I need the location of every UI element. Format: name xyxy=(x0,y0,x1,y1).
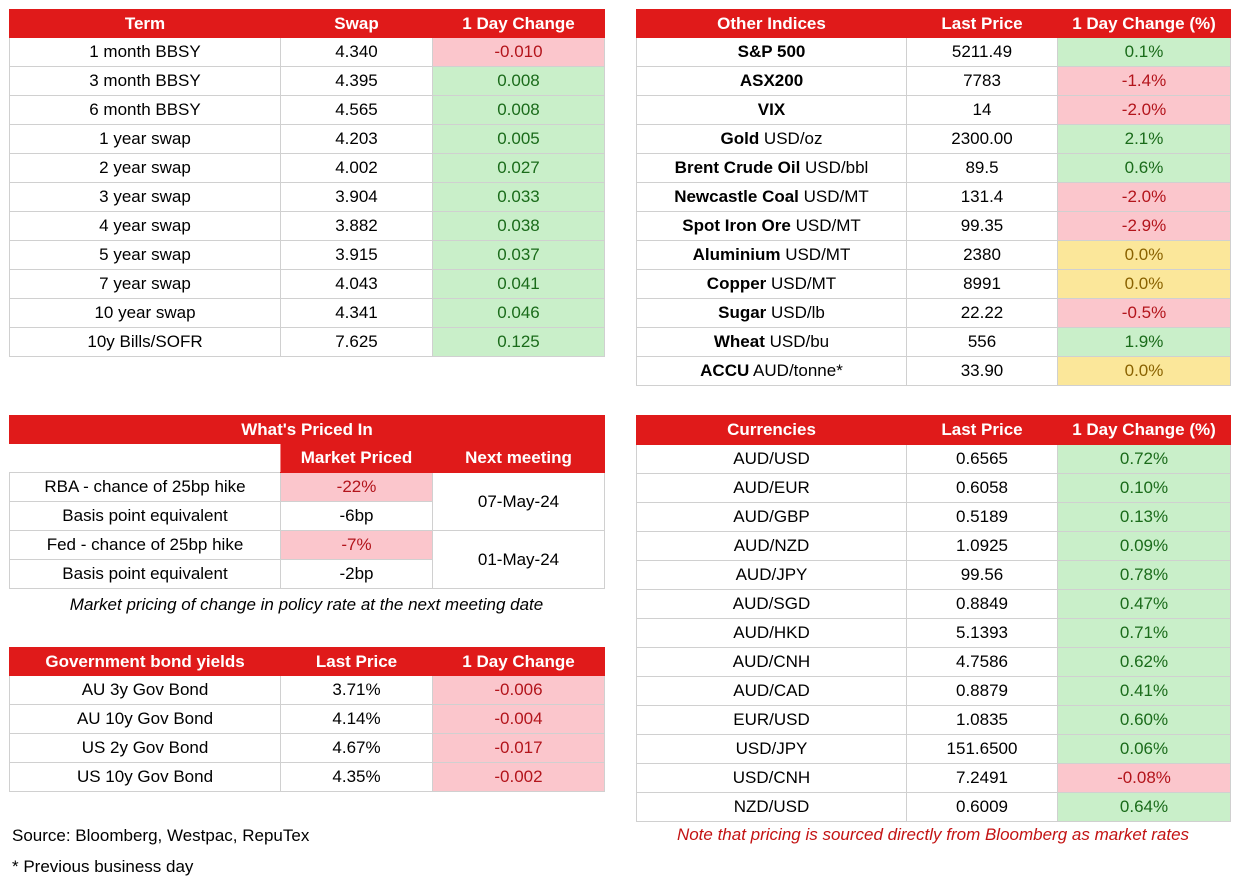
priced-in-label: Basis point equivalent xyxy=(10,502,281,531)
priced-in-table xyxy=(9,415,605,589)
swap-change: 0.008 xyxy=(433,67,605,96)
currencies-header-price: Last Price xyxy=(907,416,1058,445)
swap-term: 4 year swap xyxy=(10,212,281,241)
index-name: Spot Iron Ore xyxy=(682,216,791,235)
table-row xyxy=(10,241,605,270)
currency-price: 151.6500 xyxy=(907,735,1058,764)
swaps-header-swap: Swap xyxy=(281,10,433,38)
index-change: 2.1% xyxy=(1058,125,1231,154)
swap-term: 3 month BBSY xyxy=(10,67,281,96)
table-row xyxy=(10,328,605,357)
currency-pair: AUD/GBP xyxy=(637,503,907,532)
table-row xyxy=(637,96,1231,125)
index-unit: USD/MT xyxy=(766,274,837,293)
indices-table xyxy=(636,9,1231,386)
swap-term: 6 month BBSY xyxy=(10,96,281,125)
priced-in-meeting-date: 01-May-24 xyxy=(433,531,605,589)
currency-pair: AUD/SGD xyxy=(637,590,907,619)
currency-change: 0.78% xyxy=(1058,561,1231,590)
bond-change: -0.004 xyxy=(433,705,605,734)
table-row xyxy=(637,299,1231,328)
swap-rate: 3.882 xyxy=(281,212,433,241)
table-row xyxy=(637,561,1231,590)
priced-in-label: RBA - chance of 25bp hike xyxy=(10,473,281,502)
index-change: 0.0% xyxy=(1058,357,1231,386)
currency-price: 0.8849 xyxy=(907,590,1058,619)
table-row xyxy=(637,590,1231,619)
currency-price: 99.56 xyxy=(907,561,1058,590)
bond-name: US 10y Gov Bond xyxy=(10,763,281,792)
table-row xyxy=(10,705,605,734)
bonds-header-change: 1 Day Change xyxy=(433,648,605,676)
currency-change: 0.09% xyxy=(1058,532,1231,561)
currency-pair: USD/JPY xyxy=(637,735,907,764)
priced-in-meeting-date: 07-May-24 xyxy=(433,473,605,531)
swap-change: 0.008 xyxy=(433,96,605,125)
swap-rate: 3.904 xyxy=(281,183,433,212)
bonds-header-name: Government bond yields xyxy=(10,648,281,676)
table-row xyxy=(10,67,605,96)
currency-change: 0.72% xyxy=(1058,445,1231,474)
table-row xyxy=(10,299,605,328)
table-row xyxy=(637,125,1231,154)
currency-pair: AUD/USD xyxy=(637,445,907,474)
index-unit: USD/bu xyxy=(764,332,830,351)
index-name: ACCU xyxy=(700,361,750,380)
priced-in-label: Fed - chance of 25bp hike xyxy=(10,531,281,560)
table-row xyxy=(10,125,605,154)
index-name-cell xyxy=(637,154,907,183)
priced-in-caption: Market pricing of change in policy rate at the next meeting date xyxy=(69,595,544,614)
bond-change: -0.006 xyxy=(433,676,605,705)
swap-rate: 4.565 xyxy=(281,96,433,125)
table-row xyxy=(637,764,1231,793)
bond-price: 4.67% xyxy=(281,734,433,763)
currency-change: 0.47% xyxy=(1058,590,1231,619)
bond-change: -0.017 xyxy=(433,734,605,763)
swap-change: -0.010 xyxy=(433,38,605,67)
bond-change: -0.002 xyxy=(433,763,605,792)
table-row xyxy=(10,676,605,705)
swap-change: 0.125 xyxy=(433,328,605,357)
index-name-cell xyxy=(637,241,907,270)
currency-pair: NZD/USD xyxy=(637,793,907,822)
currency-price: 5.1393 xyxy=(907,619,1058,648)
currency-price: 0.5189 xyxy=(907,503,1058,532)
bond-price: 4.35% xyxy=(281,763,433,792)
swap-change: 0.037 xyxy=(433,241,605,270)
table-row xyxy=(637,212,1231,241)
swap-rate: 7.625 xyxy=(281,328,433,357)
priced-in-value: -7% xyxy=(281,531,433,560)
currency-change: 0.06% xyxy=(1058,735,1231,764)
currency-pair: EUR/USD xyxy=(637,706,907,735)
table-row xyxy=(637,793,1231,822)
swap-term: 7 year swap xyxy=(10,270,281,299)
currency-change: 0.62% xyxy=(1058,648,1231,677)
currency-change: 0.13% xyxy=(1058,503,1231,532)
swap-rate: 4.340 xyxy=(281,38,433,67)
index-price: 556 xyxy=(907,328,1058,357)
table-row xyxy=(10,38,605,67)
table-row xyxy=(637,241,1231,270)
index-unit: USD/lb xyxy=(766,303,825,322)
currency-price: 0.6058 xyxy=(907,474,1058,503)
table-row xyxy=(637,474,1231,503)
swaps-header-term: Term xyxy=(10,10,281,38)
currency-change: 0.64% xyxy=(1058,793,1231,822)
currencies-header-change: 1 Day Change (%) xyxy=(1058,416,1231,445)
index-unit: AUD/tonne* xyxy=(749,361,843,380)
table-row xyxy=(637,357,1231,386)
index-name: S&P 500 xyxy=(737,42,806,61)
currency-pair: AUD/HKD xyxy=(637,619,907,648)
currency-pair: AUD/JPY xyxy=(637,561,907,590)
index-price: 22.22 xyxy=(907,299,1058,328)
swap-rate: 4.043 xyxy=(281,270,433,299)
currency-price: 0.6565 xyxy=(907,445,1058,474)
table-row xyxy=(637,270,1231,299)
swap-term: 10y Bills/SOFR xyxy=(10,328,281,357)
index-price: 2300.00 xyxy=(907,125,1058,154)
index-change: -2.0% xyxy=(1058,183,1231,212)
index-name-cell xyxy=(637,38,907,67)
index-change: -2.0% xyxy=(1058,96,1231,125)
index-name: VIX xyxy=(757,100,786,119)
index-price: 7783 xyxy=(907,67,1058,96)
priced-in-label: Basis point equivalent xyxy=(10,560,281,589)
index-price: 99.35 xyxy=(907,212,1058,241)
index-price: 33.90 xyxy=(907,357,1058,386)
indices-header-price: Last Price xyxy=(907,10,1058,38)
index-price: 131.4 xyxy=(907,183,1058,212)
swap-rate: 4.341 xyxy=(281,299,433,328)
table-row xyxy=(637,183,1231,212)
footnote: * Previous business day xyxy=(12,857,194,876)
currency-price: 4.7586 xyxy=(907,648,1058,677)
swap-rate: 4.203 xyxy=(281,125,433,154)
table-row xyxy=(10,734,605,763)
table-row xyxy=(637,648,1231,677)
swap-term: 1 month BBSY xyxy=(10,38,281,67)
currency-pair: AUD/CAD xyxy=(637,677,907,706)
index-name-cell xyxy=(637,183,907,212)
index-name-cell xyxy=(637,328,907,357)
index-price: 14 xyxy=(907,96,1058,125)
bond-name: AU 10y Gov Bond xyxy=(10,705,281,734)
currency-price: 7.2491 xyxy=(907,764,1058,793)
bond-name: AU 3y Gov Bond xyxy=(10,676,281,705)
currency-change: -0.08% xyxy=(1058,764,1231,793)
index-name-cell xyxy=(637,67,907,96)
index-price: 5211.49 xyxy=(907,38,1058,67)
currency-pair: AUD/EUR xyxy=(637,474,907,503)
priced-in-header-market: Market Priced xyxy=(281,444,433,473)
swap-term: 1 year swap xyxy=(10,125,281,154)
index-unit: USD/bbl xyxy=(800,158,869,177)
index-change: 0.6% xyxy=(1058,154,1231,183)
source-note: Source: Bloomberg, Westpac, RepuTex xyxy=(12,826,310,845)
swap-rate: 4.002 xyxy=(281,154,433,183)
currencies-table xyxy=(636,415,1231,822)
index-change: 0.1% xyxy=(1058,38,1231,67)
swap-rate: 3.915 xyxy=(281,241,433,270)
table-row xyxy=(637,619,1231,648)
table-row xyxy=(637,532,1231,561)
table-row xyxy=(637,154,1231,183)
index-price: 89.5 xyxy=(907,154,1058,183)
swap-term: 3 year swap xyxy=(10,183,281,212)
bond-price: 4.14% xyxy=(281,705,433,734)
bonds-header-price: Last Price xyxy=(281,648,433,676)
swap-change: 0.005 xyxy=(433,125,605,154)
table-row xyxy=(637,503,1231,532)
index-unit: USD/MT xyxy=(780,245,851,264)
table-row xyxy=(637,677,1231,706)
priced-in-value: -6bp xyxy=(281,502,433,531)
table-row xyxy=(637,67,1231,96)
currency-price: 1.0835 xyxy=(907,706,1058,735)
swap-change: 0.038 xyxy=(433,212,605,241)
index-name-cell xyxy=(637,212,907,241)
index-name: Gold xyxy=(720,129,760,148)
currencies-note: Note that pricing is sourced directly from Bloomberg as market rates xyxy=(676,825,1190,844)
index-name: Wheat xyxy=(713,332,765,351)
currency-pair: USD/CNH xyxy=(637,764,907,793)
swap-rate: 4.395 xyxy=(281,67,433,96)
currency-pair: AUD/CNH xyxy=(637,648,907,677)
index-unit: USD/MT xyxy=(798,187,869,206)
index-name: Copper xyxy=(706,274,767,293)
currency-pair: AUD/NZD xyxy=(637,532,907,561)
index-price: 8991 xyxy=(907,270,1058,299)
currency-change: 0.10% xyxy=(1058,474,1231,503)
currency-change: 0.60% xyxy=(1058,706,1231,735)
index-name-cell xyxy=(637,270,907,299)
table-row xyxy=(10,270,605,299)
swap-change: 0.027 xyxy=(433,154,605,183)
table-row xyxy=(10,183,605,212)
swap-change: 0.033 xyxy=(433,183,605,212)
swaps-table xyxy=(9,9,605,357)
table-row xyxy=(10,96,605,125)
table-row xyxy=(10,212,605,241)
currency-change: 0.41% xyxy=(1058,677,1231,706)
currency-change: 0.71% xyxy=(1058,619,1231,648)
swap-change: 0.046 xyxy=(433,299,605,328)
currency-price: 1.0925 xyxy=(907,532,1058,561)
index-unit: USD/MT xyxy=(790,216,861,235)
index-name: Newcastle Coal xyxy=(674,187,799,206)
index-change: -1.4% xyxy=(1058,67,1231,96)
table-row xyxy=(10,154,605,183)
table-row xyxy=(637,445,1231,474)
index-name: Sugar xyxy=(718,303,767,322)
currency-price: 0.6009 xyxy=(907,793,1058,822)
index-unit: USD/oz xyxy=(759,129,823,148)
indices-header-change: 1 Day Change (%) xyxy=(1058,10,1231,38)
index-name-cell xyxy=(637,357,907,386)
index-name: Aluminium xyxy=(692,245,781,264)
index-price: 2380 xyxy=(907,241,1058,270)
priced-in-blank-header xyxy=(10,444,281,473)
bond-price: 3.71% xyxy=(281,676,433,705)
table-row xyxy=(637,706,1231,735)
index-change: 0.0% xyxy=(1058,241,1231,270)
priced-in-value: -2bp xyxy=(281,560,433,589)
indices-header-name: Other Indices xyxy=(637,10,907,38)
index-name-cell xyxy=(637,125,907,154)
index-change: -2.9% xyxy=(1058,212,1231,241)
table-row xyxy=(637,328,1231,357)
priced-in-title: What's Priced In xyxy=(10,416,605,444)
bonds-table xyxy=(9,647,605,792)
table-row xyxy=(637,38,1231,67)
index-change: 1.9% xyxy=(1058,328,1231,357)
priced-in-value: -22% xyxy=(281,473,433,502)
index-name: Brent Crude Oil xyxy=(674,158,801,177)
table-row xyxy=(10,763,605,792)
table-row xyxy=(637,735,1231,764)
index-name-cell xyxy=(637,299,907,328)
swaps-header-change: 1 Day Change xyxy=(433,10,605,38)
currencies-header-pair: Currencies xyxy=(637,416,907,445)
priced-in-header-meeting: Next meeting xyxy=(433,444,605,473)
currency-price: 0.8879 xyxy=(907,677,1058,706)
swap-change: 0.041 xyxy=(433,270,605,299)
swap-term: 10 year swap xyxy=(10,299,281,328)
index-change: 0.0% xyxy=(1058,270,1231,299)
index-change: -0.5% xyxy=(1058,299,1231,328)
bond-name: US 2y Gov Bond xyxy=(10,734,281,763)
swap-term: 5 year swap xyxy=(10,241,281,270)
index-name-cell xyxy=(637,96,907,125)
index-name: ASX200 xyxy=(739,71,804,90)
swap-term: 2 year swap xyxy=(10,154,281,183)
